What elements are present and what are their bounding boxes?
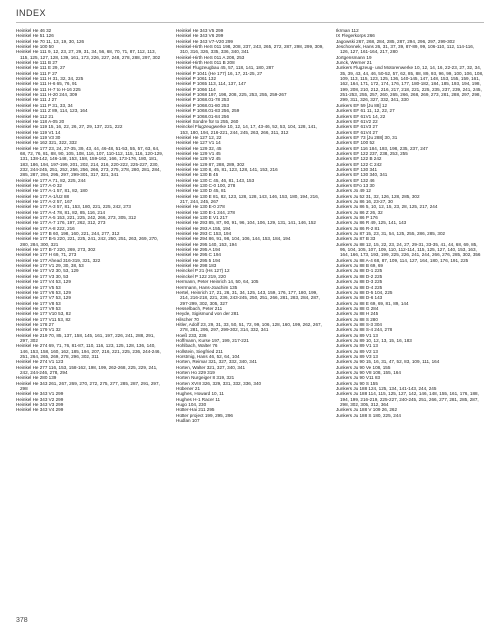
index-entry: Junkers EF 116 184, 193, 198, 235, 237, 247 — [336, 145, 428, 151]
index-entry: Junkers Ju 88 G 284 — [336, 305, 379, 311]
index-entry: Heinkel-Hirth HeS 011 B 208 — [176, 60, 235, 66]
index-entry: Heinkel He 130 C 45, 46, 81, 143, 153 — [176, 177, 255, 183]
index-entry: Junkers EF 122 237, 238, 253, 255 — [336, 150, 408, 156]
index-entry: Junkers Ju 88 E 69, 69, 81, 89, 144 — [336, 300, 409, 306]
index-entry: Heinkel He 177 A-5 153, 221, 225, 242, 266, 273, 305, 312 — [16, 215, 137, 221]
index-entry: Junkers Ju 188 114, 115, 125, 127, 142, 146, 148, 155, 161, 176, 188, 194, 199, 216-219, 225-227, 240-245, 251, 266, 277, 281, 285, 287, 298, 302, 305, 312, 364 — [336, 391, 479, 408]
index-entry: Heinkel He 343 V1 299 — [16, 391, 64, 397]
index-entry: Heinkel He 129 87, 288, 289, 302 — [176, 161, 245, 167]
index-entry: Junkers EF 61V2 22 — [336, 118, 378, 124]
index-entry: Junkers Ju 89 V3 13 — [336, 353, 378, 359]
index-entry: Junkers EF 122 B 242 — [336, 156, 382, 162]
index-entry: Heinkel He 162 321, 322, 332 — [16, 140, 77, 146]
index-entry: Heinkel He 51 126 — [16, 33, 54, 39]
index-entry: Heinkel P 1068.01-78 253 — [176, 97, 230, 103]
index-entry: Jagowski 267, 268, 284, 285, 287, 294, 296, 297, 299-302 — [336, 38, 455, 44]
index-entry: Horten Ho 229 319 — [176, 370, 215, 375]
index-entry: Junkers Ju 188 V 109 26, 262 — [336, 407, 398, 413]
index-entry: Junkers EF 61V3 27 — [336, 124, 378, 130]
index-entry: Junkers Ju 90 V8 108, 155, 164 — [336, 370, 401, 375]
index-entry: Heinkel He 177 A-1 57, 81, 82, 180 — [16, 188, 88, 194]
index-entry: Heinkel He 177 A-8 222, 216 — [16, 225, 75, 231]
index-column-2 — [176, 28, 324, 608]
index-entry: Heinkel He 130 E-0 278 — [176, 204, 225, 210]
index-entry: Heinkel He 274 V1 123 — [16, 359, 64, 365]
index-entry: Hughes H-1 Racer 11 — [176, 396, 221, 402]
index-entry: Heinkel He 177 A-2 57, 167 — [16, 199, 73, 204]
index-entry: Hoeß 233, 236 — [176, 332, 207, 338]
index-entry: Junkers EF 61V1 14, 22 — [336, 113, 386, 119]
index-entry: Heinkel He 111 E 29, 27 — [16, 65, 66, 71]
index-entry: Junkers EF 132 46 — [336, 177, 375, 183]
index-entry: Heinkel He 177 V7 53, 129 — [16, 295, 71, 301]
index-entry: Junkers Ju 86 R 49, 125, 141, 143 — [336, 220, 407, 226]
page-number: 378 — [16, 617, 28, 624]
index-entry: Heinkel He 111 H-7 to H-16 225 — [16, 86, 81, 92]
index-entry: Junkers Ju 86 R-2 81 — [336, 225, 380, 231]
index-entry: Hugo 104, 230 — [176, 402, 207, 408]
index-entry: Junkers Ju 88 A-4 68, 87, 109, 114, 127, 164, 180, 176, 191, 225 — [336, 257, 469, 263]
index-entry: Heinkel He 177 B 60, 198, 160, 221, 244, 277, 312 — [16, 231, 120, 237]
index-entry: Heinkel He 177 A 71, 82, 225, 244 — [16, 177, 86, 183]
index-entry: Heinkel P 1065 113, 114, 137, 147 — [176, 81, 246, 87]
index-columns — [16, 28, 484, 608]
index-entry: Heinkel He 100 50 — [16, 44, 54, 50]
page-header: INDEX — [16, 8, 47, 18]
index-entry: Junkers EF 61V4 27 — [336, 129, 378, 135]
index-entry: Heinkel He 177 A-4 78, 81, 82, 85, 116, 214 — [16, 209, 106, 215]
index-entry: Heinkel He 177 V2 30, 53, 129 — [16, 268, 79, 274]
index-entry: Heinkel He 119 V1 14 — [16, 129, 61, 135]
index-entry: Junkers Ju 52 31, 32, 126, 128, 285, 302 — [336, 193, 420, 199]
index-entry: Junkers Ju 188 124, 125, 134, 141-143, 244, 245 — [336, 386, 437, 392]
index-entry: Heinkel He 298 183 — [176, 263, 217, 269]
index-entry: Junkers EF 122 C 242 — [336, 161, 382, 167]
index-entry: Junkers Ju 88 12, 15, 22, 23, 24, 27, 29-31, 33-35, 41, 44, 68, 69, 85, 95, 104, 105, 107, 109, 110, 112-114, 115, 125, 127, 140, 153, 163, 164, 166, 173, 193, 199, 225, 226, 241, 244, 266, 276, 285, 302, 356 — [336, 241, 481, 258]
index-entry: Heinkel He 129 32, 45 — [176, 145, 222, 151]
index-entry: Junkers Ju 90 V11 83 — [336, 375, 381, 381]
index-entry: Junkers EF 100 52 — [336, 140, 375, 146]
index-entry: Hohlbach, Walter 76 — [176, 343, 218, 349]
index-entry: Heinkel He 293 C 153, 194 — [176, 231, 232, 237]
index-entry: Heinkel He 130 8, 45, 81, 123, 128, 141, 153, 216 — [176, 166, 278, 172]
index-entry: Jortgensmann 19 — [336, 54, 372, 60]
index-entry: Heinkel He 280 139 — [16, 375, 57, 381]
index-entry: Junkers EFo 13 30 — [336, 182, 375, 188]
index-entry: Junkers Ju 88 D-4 225 — [336, 284, 383, 290]
index-entry: Heinkel He 46 32 — [16, 28, 52, 33]
index-entry: Junkers Ju 89 V1 13 — [336, 343, 378, 349]
index-entry: Horten, Reimar 321, 327, 332, 340, 341 — [176, 359, 257, 365]
index-entry: Heinkel He 127 V1 14 — [176, 140, 221, 146]
index-entry: Horten Nurgeiger 8 319, 321 — [176, 375, 235, 381]
index-entry: Junkers Ju 88 D-5 104, 225 — [336, 289, 393, 295]
index-entry: Hughes, Howard 10, 11 — [176, 391, 224, 397]
index-entry: Junkers Ju 88 B 69, 69 — [336, 263, 383, 269]
index-entry: Heinkel He 129 V1 45 — [176, 150, 221, 156]
index-entry: Junkers Ju 88 S-3 304 — [336, 321, 382, 327]
index-entry: Hübener 21 — [176, 386, 201, 392]
index-entry: Junkers Ju 88 D-6 143 — [336, 295, 383, 301]
index-entry: Junck, Werner 21 — [336, 60, 372, 66]
index-entry: Heinkel He 177 B-5 220, 221, 225, 241, 242, 250, 251, 263, 269, 270, 280, 284, 300, 321 — [16, 236, 159, 247]
index-entry: Heinkel He 111 H-6 65, 76, 91 — [16, 81, 78, 87]
index-entry: Heinkel He 295 C 194 — [176, 252, 221, 258]
index-entry: Heinkel He 111 H 31, 32, 34, 225 — [16, 76, 84, 82]
index-entry: Heinkel He 178 27 — [16, 321, 54, 327]
index-entry: Heinkel He 177 B-7 220, 269, 273, 302 — [16, 247, 96, 253]
index-entry: Heinkel He 177 V3 30, 53 — [16, 273, 69, 279]
index-entry: Junkers EF 130 340, 341 — [336, 172, 388, 178]
index-entry: Heinkel He 343 V2 299 — [16, 396, 64, 402]
index-entry: Junkers Ju 86 Z 26, 32 — [336, 209, 383, 215]
index-entry: Heinkel P 1068.01-80 253 — [176, 102, 230, 108]
index-entry: Heinkel Sondre für to 255, 260 — [176, 118, 239, 124]
index-entry: Hoffmann, Kurse 197, 199, 217-221 — [176, 337, 249, 343]
index-entry: Horten, Walter 321, 327, 340, 341 — [176, 364, 246, 370]
index-entry: Junkers Ju 89 10, 12, 13, 15, 16, 183 — [336, 337, 412, 343]
index-entry: Heinckel P 122 219, 220 — [176, 273, 226, 279]
index-entry: Heinkel He 179 V1 32 — [16, 327, 61, 333]
index-entry: Jeschonnek, Hans 26, 31, 37, 39, 87-89, 99, 106-110, 112, 114-116, 126, 127, 161-164, 217, 280 — [336, 44, 475, 55]
index-entry: Junkers EF 73 [Ju 288] 30, 31 — [336, 134, 398, 140]
index-entry: Junkers EF 130 341 — [336, 166, 378, 172]
index-entry: Heinkel He 177 A-0 32 — [16, 182, 62, 188]
index-entry: Heinkel He 343 261, 267, 269, 270, 272, 275, 277, 285, 287, 291, 297, 298 — [16, 380, 160, 392]
index-entry: Heinkel He 177 Ahead 316-319, 321, 322 — [16, 257, 101, 263]
index-entry: Heinkel He 177 V4 53, 129 — [16, 279, 71, 285]
index-entry: Heinkel He 177 V5 53 — [16, 284, 61, 290]
index-entry: Heinkel He 111 H-20 244, 309 — [16, 92, 78, 98]
index-entry: Heinkel He 119 15, 16, 22, 26, 27, 29, 137, 221, 222 — [16, 124, 123, 130]
index-entry: Horten XVIII 326, 329, 331, 332, 336, 340 — [176, 380, 262, 386]
index-entry: Heinkel He 295 A 194 — [176, 247, 221, 253]
index-entry: Heinkel He 177 V9 53 — [16, 305, 61, 311]
index-entry: Heinkel He 177 V10 53, 82 — [16, 311, 71, 317]
index-entry: Junkers EF 59 [Ju 88] 12 — [336, 102, 388, 108]
index-entry: Junkers Ju 88 H 245 — [336, 311, 379, 317]
index-entry: Hollstein, Siegfried 211 — [176, 348, 223, 354]
index-entry: Heinkel Flugzeugbau 45, 57, 118, 141, 180, 287 — [176, 65, 274, 71]
index-entry: Heinkel He 119 V3 30 — [16, 134, 61, 140]
index-entry: Herrmann, Hans-Joachim 135 — [176, 284, 238, 290]
index-entry: Heinkel He 111 P 31, 33, 34 — [16, 102, 73, 108]
index-entry: Heinkel-Hirth HeS 011 198, 208, 237, 243, 265, 272, 287, 298, 299, 309, 310, 316, 326, 335, 336, 340, 341 — [176, 44, 324, 55]
index-entry: Heinkel He 112 21 — [16, 113, 54, 119]
index-entry: Heinckel Flugzeugwerke 10, 12, 14, 17, 43-46, 52, 53, 104, 128, 141, 153, 180, 194, 216-221, 244, 245, 263, 266, 311, 312 — [176, 124, 317, 135]
index-entry: Heinkel He 293 A 155, 194 — [176, 225, 231, 231]
index-entry: Heinkel He 111 B 27 — [16, 60, 58, 66]
index-entry: Hütter project 199, 295, 296 — [176, 412, 233, 418]
index-entry: Junkers Ju 88 D-1 225 — [336, 268, 383, 274]
index-entry: Heinkel He 111 J 27 — [16, 97, 57, 103]
index-entry: Heyde, Sigismund von der 281 — [176, 311, 239, 317]
index-entry: Heinkel He 295 5 194 — [176, 257, 221, 263]
index-entry: Junkers Flugzeug- und Motorenwerke 10, 12, 14, 16, 22-23, 27, 32, 34, 35, 39, 43, 44, 46, 50-52, 57, 62, 85, 88, 89, 93, 96, 99, 100, 106, 108, 109, 113, 115, 123, 125, 136, 140-145, 147, 148, 153, 155, 159, 161, 162, 164, 171, 172, 174, 176, 177, 180-182, 184, 185, 193, 194, 198, 199, 208, 210, 212, 216, 217, 218, 221, 225, 235, 237, 239, 241, 245, 251-253, 255, 257, 260, 265, 266, 268, 269, 273, 281, 288, 297, 298, 299, 311, 326, 327, 332, 341, 330 — [336, 65, 484, 103]
index-entry: Hudlan 107 — [176, 418, 200, 424]
index-column-1 — [16, 28, 164, 608]
index-entry: Junkers Ju 87 B 33 — [336, 236, 376, 242]
index-entry: Heinkel He 130 C-0 100, 278 — [176, 182, 236, 188]
index-entry: Heinkel He 111 9, 12, 23, 27, 29, 31, 34, 56, 68, 70, 71, 87, 112, 113, 115, 125, 127, 128, 139, 161, 173, 226, 227, 248, 278, 288, 297, 302 — [16, 49, 161, 60]
index-entry: Junkers Jo 49 12 — [336, 188, 371, 194]
index-entry: Heinkel He 219 70, 85, 137, 158, 145, 161, 197, 226, 241, 288, 291, 297, 302 — [16, 332, 155, 343]
index-entry: Heinkel He 274 69, 71, 76, 81-87, 110, 116, 123, 125, 128, 136, 140, 146, 153, 158, 160, 162, 185, 194, 207, 216, 221, 225, 236, 244-246, 251, 264, 265, 269, 278, 296, 302, 311 — [16, 343, 161, 359]
index-entry: Hütter-Hai 211 295 — [176, 407, 215, 413]
index-entry: Heinkel He 343 V7-V20 299 — [176, 38, 233, 44]
index-entry: Junkers Ju 86 16, 23-27, 30 — [336, 199, 393, 204]
index-entry: Ikrman 112 — [336, 28, 359, 33]
index-entry: Heinkel He 111 Z 89, 114, 123, 164 — [16, 108, 88, 114]
index-entry: Heinkel He 130 E V1 217 — [176, 215, 228, 221]
header-rule — [16, 22, 484, 23]
index-entry: Heinkel He 177 A-3 57, 81, 153, 180, 221, 225, 242, 273 — [16, 204, 131, 210]
index-entry: Junkers Ju 88 D-2 225 — [336, 273, 383, 279]
index-entry: Heinkel-Hirth HeS 011 A 208, 253 — [176, 54, 245, 60]
index-entry: Heinkel P 1068.01-84 256 — [176, 113, 230, 119]
index-entry: Heinkel He 295 140, 153, 194 — [176, 241, 237, 247]
index-entry: Heinkel P 1041 (He 177) 16, 17, 21-25, 27 — [176, 70, 263, 76]
index-entry: Junkers Ju 88 S-4 244, 278 — [336, 327, 393, 333]
index-entry: Heinkel He 293 85, 87, 90, 91, 96, 104, 106, 129, 131, 141, 146, 152 — [176, 220, 316, 226]
index-entry: Heinckel P 21 (Hs 127) 12 — [176, 268, 230, 274]
index-entry: Heinkel He 111 F 27 — [16, 70, 58, 76]
index-entry: Heinkel He 177 V11 53, 82 — [16, 316, 71, 322]
index-entry: Junkers Ju 86 P 176 — [336, 215, 378, 221]
index-entry: Junkers Ju 90 Ve 108, 155 — [336, 364, 391, 370]
index-entry: Junkers Ju 86 5, 10, 12, 15, 23, 28, 125, 217, 244 — [336, 204, 438, 210]
index-entry: Heinkel He 127 12, 22 — [176, 134, 222, 140]
index-entry: Junkers EF 61 11, 12, 22, 27 — [336, 108, 395, 114]
index-entry: Heinkel He 294 86, 91, 98, 104, 106, 144, 153, 184, 194 — [176, 236, 291, 242]
index-entry: Junkers Ju 88 D-3 225 — [336, 279, 383, 285]
index-entry: Heinkel P 1061 132 — [176, 76, 217, 82]
index-entry: Heinkel He 343 V5 299 — [176, 28, 224, 33]
index-entry: Heinkel He 277 116, 153, 158-162, 198, 199, 262-268, 225, 229, 241, 242, 244-246, 278, 294 — [16, 364, 158, 375]
index-entry: Heinkel He 343 V3 299 — [16, 402, 64, 408]
index-entry: Heinkel He 130 D 45, 81 — [176, 188, 227, 194]
index-entry: Junkers Ju 90 15, 16, 31, 47, 52, 83, 109, 111, 164 — [336, 359, 440, 365]
index-entry: Heinkel He 129 V2 45 — [176, 156, 221, 162]
index-entry: Heinkel He 118 A-05 20 — [16, 118, 65, 124]
index-entry: Heinkel He 177 23, 24, 27-35, 39, 43, 44, 46-48, 51-53, 55, 57, 63, 64, 68, 72, 76, 81, 88, 90, 105, 108, 116, 107, 110-112, 115, 116, 120-129, 131, 138-142, 146-148, 153, 158, 159-162, 166, 173-176, 180, 181, 183, 186, 194, 197-199, 201, 202, 214, 216, 220-222, 225-227, 230, 232, 244-245, 251, 252, 256, 256, 266, 273, 275, 278, 280, 281, 284, 285, 287, 294, 295, 297, 299-301, 317, 321, 341 — [16, 145, 164, 178]
index-entry: IX Flegerkorps 266 — [336, 33, 375, 39]
index-entry: Junkers Ju 87 15, 23, 31, 54, 125, 255, 286, 285, 302 — [336, 231, 446, 237]
index-entry: Heinkel He 177 V8 53 — [16, 300, 61, 306]
index-entry: Hilscher 70 — [176, 316, 199, 322]
index-entry: Hesselbach, Peter 211 — [176, 305, 223, 311]
index-entry: Heinkel He 130 E-1 244, 278 — [176, 209, 235, 215]
index-entry: Heinkel He 177 A-1/U2 88 — [16, 193, 70, 199]
index-entry: Junkers Ju 88 S 280 — [336, 316, 378, 322]
index-entry: Junkers Ju 188 S 180, 225, 244 — [336, 412, 401, 418]
index-column-3 — [336, 28, 484, 608]
index-entry: Heinkel P 1066 114 — [176, 86, 216, 92]
index-entry: Heinkel He 130 B 45 — [176, 172, 219, 178]
index-entry: Heinkel He 343 V4 299 — [16, 407, 64, 413]
index-entry: Junkers Ju 89 V2 13 — [336, 348, 378, 354]
index-entry: Heinkel He 177 H 69, 71, 273 — [16, 252, 77, 258]
index-entry: Heinkel He 177 A-7 176, 197, 262, 312, 273 — [16, 220, 106, 226]
index-entry: Junkers Ju 89 V1 13 — [336, 332, 378, 338]
index-entry: Heinkel He 177 V1 29, 30, 38, 53 — [16, 263, 84, 269]
index-entry: Horstmig, Hans 46, 52, 64, 104 — [176, 353, 240, 359]
index-entry: Hitler, Adolf 23, 29, 31, 33, 50, 51, 72, 99, 106, 128, 160, 199, 262, 267, 278, 281, 295, 297, 299-302, 314, 332, 341 — [176, 321, 322, 333]
index-entry: Hermann, Peter Heinrich 14, 50, 64, 105 — [176, 279, 259, 285]
index-entry: Heinkel He 343 V6 299 — [176, 33, 224, 39]
index-entry: Hertel, Heinrich 17, 21, 26, 31, 34, 125, 143, 159, 176, 177, 180, 199, 214, 216-218, 221, 236, 243-245, 250, 251, 266, 281, 283, 284, 287, 297-299, 302, 305, 327 — [176, 289, 320, 306]
index-entry: Heinkel He 130 E 81, 82, 123, 128, 128, 143, 146, 153, 180, 194, 216, 217, 244, 245, 267 — [176, 193, 320, 204]
index-entry: Heinkel He 177 V6 53, 129 — [16, 289, 71, 295]
index-entry: Heinkel He 70 11, 13, 19, 30, 126 — [16, 38, 85, 44]
index-entry: Junkers Ju 90 S 155 — [336, 380, 378, 386]
index-entry: Heinkel P 1068.01-83 256, 259 — [176, 108, 240, 114]
index-entry: Heinkel P 1068 197, 198, 208, 225, 253, 255, 259-267 — [176, 92, 287, 98]
